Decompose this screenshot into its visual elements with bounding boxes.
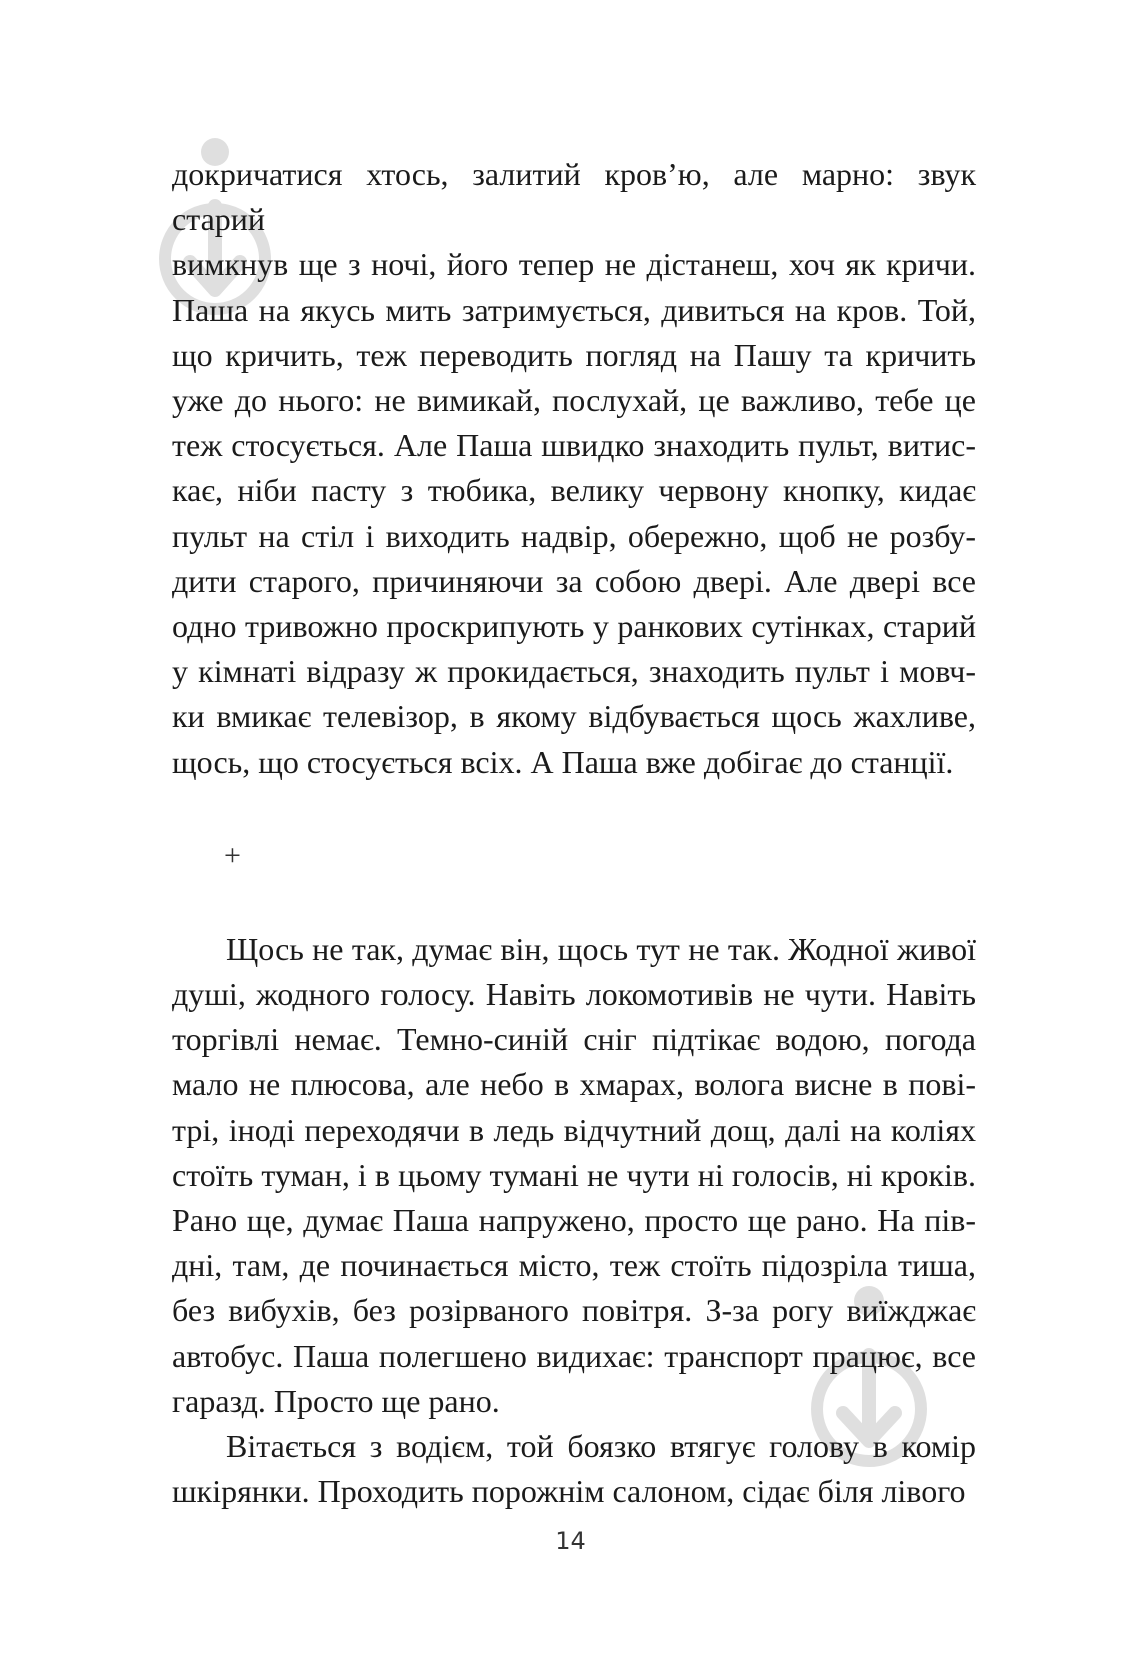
- text-line: Щось не так, думає він, щось тут не так. Жодної живої: [226, 930, 976, 967]
- text-line: що кричить, теж переводить погляд на Пашу та кричить: [172, 336, 976, 373]
- page-number: 14: [555, 1527, 586, 1555]
- text-line: дити старого, причиняючи за собою двері. Але двері все: [172, 562, 976, 599]
- paragraph: [172, 1424, 976, 1514]
- text-line: пульт на стіл і виходить надвір, обережно, щоб не розбу-: [172, 517, 976, 554]
- text-line: докричатися хтось, залитий кров’ю, але марно: звук старий: [172, 156, 976, 238]
- text-line: торгівлі немає. Темно-синій сніг підтікає водою, погода: [172, 1021, 976, 1058]
- text-line: шкірянки. Проходить порожнім салоном, сідає біля лівого: [172, 1473, 966, 1510]
- text-line: уже до нього: не вимикай, послухай, це важливо, тебе це: [172, 382, 976, 419]
- text-line: теж стосується. Але Паша швидко знаходить пульт, витис-: [172, 427, 976, 464]
- text-line: трі, іноді переходячи в ледь відчутний дощ, далі на коліях: [172, 1111, 976, 1148]
- text-line: мало не плюсова, але небо в хмарах, волога висне в пові-: [172, 1066, 976, 1103]
- page-text: [172, 152, 976, 1514]
- text-line: кає, ніби пасту з тюбика, велику червону кнопку, кидає: [172, 472, 976, 509]
- text-line: без вибухів, без розірваного повітря. З-за рогу виїжджає: [172, 1292, 976, 1329]
- text-line: автобус. Паша полегшено видихає: транспорт працює, все: [172, 1337, 976, 1374]
- text-line: Паша на якусь мить затримується, дивиться на кров. Той,: [172, 291, 976, 328]
- text-line: душі, жодного голосу. Навіть локомотивів не чути. Навіть: [172, 976, 976, 1013]
- section-divider: +: [224, 838, 241, 872]
- text-line: Вітається з водієм, той боязко втягує голову в комір: [226, 1428, 976, 1465]
- text-line: у кімнаті відразу ж прокидається, знаходить пульт і мовч-: [172, 653, 976, 690]
- text-line: ки вмикає телевізор, в якому відбувається щось жахливе,: [172, 698, 976, 735]
- text-line: вимкнув ще з ночі, його тепер не дістанеш, хоч як кричи.: [172, 246, 976, 283]
- text-line: гаразд. Просто ще рано.: [172, 1382, 500, 1419]
- paragraph: [172, 152, 976, 785]
- text-line: одно тривожно проскрипують у ранкових сутінках, старий: [172, 608, 976, 645]
- text-line: Рано ще, думає Паша напружено, просто ще рано. На пів-: [172, 1202, 976, 1239]
- text-line: дні, там, де починається місто, теж стоїть підозріла тиша,: [172, 1247, 976, 1284]
- text-line: стоїть туман, і в цьому тумані не чути ні голосів, ні кроків.: [172, 1156, 976, 1193]
- text-line: щось, що стосується всіх. А Паша вже добігає до станції.: [172, 743, 954, 780]
- paragraph: [172, 927, 976, 1424]
